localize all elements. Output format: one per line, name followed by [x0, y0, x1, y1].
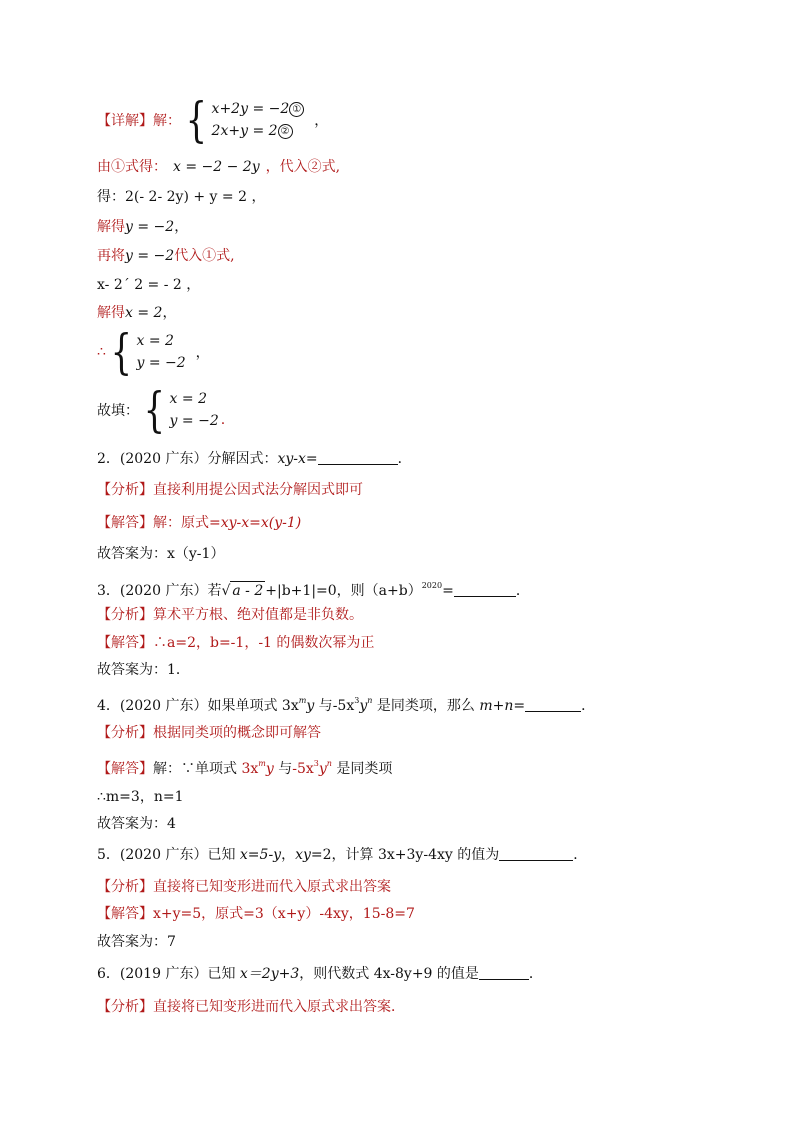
- fill-system: 故填： { x = 2 y = −2 .: [97, 382, 226, 438]
- step-3: 解得y = −2，: [97, 219, 189, 235]
- equation-rows: [212, 101, 305, 139]
- trail-comma: ，: [314, 113, 329, 129]
- q2-answer: 【解答】解：原式=xy-x=x(y-1): [97, 515, 302, 531]
- q4-final: 故答案为：4: [97, 816, 176, 832]
- equation-2: 2x+y = 2 ②: [212, 123, 305, 139]
- step-4: 再将y = −2代入①式,: [97, 248, 235, 264]
- q4-analysis: 【分析】根据同类项的概念即可解答: [97, 725, 321, 741]
- equation-1: x+2y = −2 ①: [212, 101, 305, 117]
- q5-stem: 5．(2020 广东）已知 x=5-y，xy=2，计算 3x+3y-4xy 的值为 ．: [97, 847, 588, 863]
- detail-system: [97, 92, 329, 148]
- answer-blank: [318, 452, 398, 465]
- q6-analysis: 【分析】直接将已知变形进而代入原式求出答案．: [97, 999, 405, 1015]
- q3-final: 故答案为：1．: [97, 662, 190, 678]
- therefore-system: ∴ { x = 2 y = −2 ，: [97, 324, 210, 380]
- q5-answer: 【解答】x+y=5，原式=3（x+y）-4xy，15-8=7: [97, 906, 415, 922]
- step-6: 解得x = 2，: [97, 305, 177, 321]
- fill-rows: x = 2 y = −2: [169, 391, 219, 429]
- sqrt-sign: √: [221, 583, 231, 599]
- q3-stem: 3．(2020 广东）若√ a - 2 +|b+1|=0，则$(a+b)^{2020}=$ ．: [97, 581, 530, 599]
- left-brace: {: [110, 324, 132, 380]
- solution-rows: x = 2 y = −2: [136, 333, 186, 371]
- answer-blank: [479, 967, 529, 980]
- q3-analysis: 【分析】算术平方根、绝对值都是非负数。: [97, 607, 363, 623]
- q5-analysis: 【分析】直接将已知变形进而代入原式求出答案: [97, 879, 391, 895]
- q4-conclusion: ∴m=3，n=1: [97, 789, 184, 805]
- step-5: x- 2´ 2 = - 2 ，: [97, 277, 201, 293]
- therefore-symbol: ∴: [97, 344, 106, 360]
- circled-two: ②: [278, 124, 293, 139]
- step-1: 由①式得： x = −2 − 2y ，代入②式,: [97, 159, 341, 175]
- fill-label: 故填：: [97, 403, 139, 419]
- detail-jie: 解：: [153, 113, 181, 129]
- step-2: 得：2(- 2- 2y) + y = 2 ，: [97, 189, 266, 205]
- q6-stem: 6．(2019 广东）已知 x＝2y+3，则代数式 4x-8y+9 的值是 ．: [97, 966, 543, 982]
- q4-answer: 【解答】解：∵单项式 $3x^my$ 与$-5x^3y^n$ 是同类项: [97, 759, 393, 777]
- left-brace: {: [185, 92, 207, 148]
- q4-stem: 4．(2020 广东）如果单项式 $3x^my$ 与$-5x^3y^n$ 是同类项，那么 m+n= ．: [97, 696, 596, 714]
- left-brace: {: [143, 382, 165, 438]
- q2-analysis: 【分析】直接利用提公因式法分解因式即可: [97, 482, 363, 498]
- answer-blank: [525, 699, 581, 712]
- q2-final: 故答案为：x（y-1）: [97, 546, 225, 562]
- answer-blank: [454, 584, 516, 597]
- q2-stem: 2．(2020 广东）分解因式：xy-x= ．: [97, 451, 412, 467]
- answer-blank: [499, 848, 573, 861]
- detail-tag: 【详解】: [97, 113, 153, 129]
- q3-answer: 【解答】∴a=2，b=-1，-1 的偶数次幂为正: [97, 635, 375, 651]
- q5-final: 故答案为：7: [97, 934, 176, 950]
- circled-one: ①: [289, 102, 304, 117]
